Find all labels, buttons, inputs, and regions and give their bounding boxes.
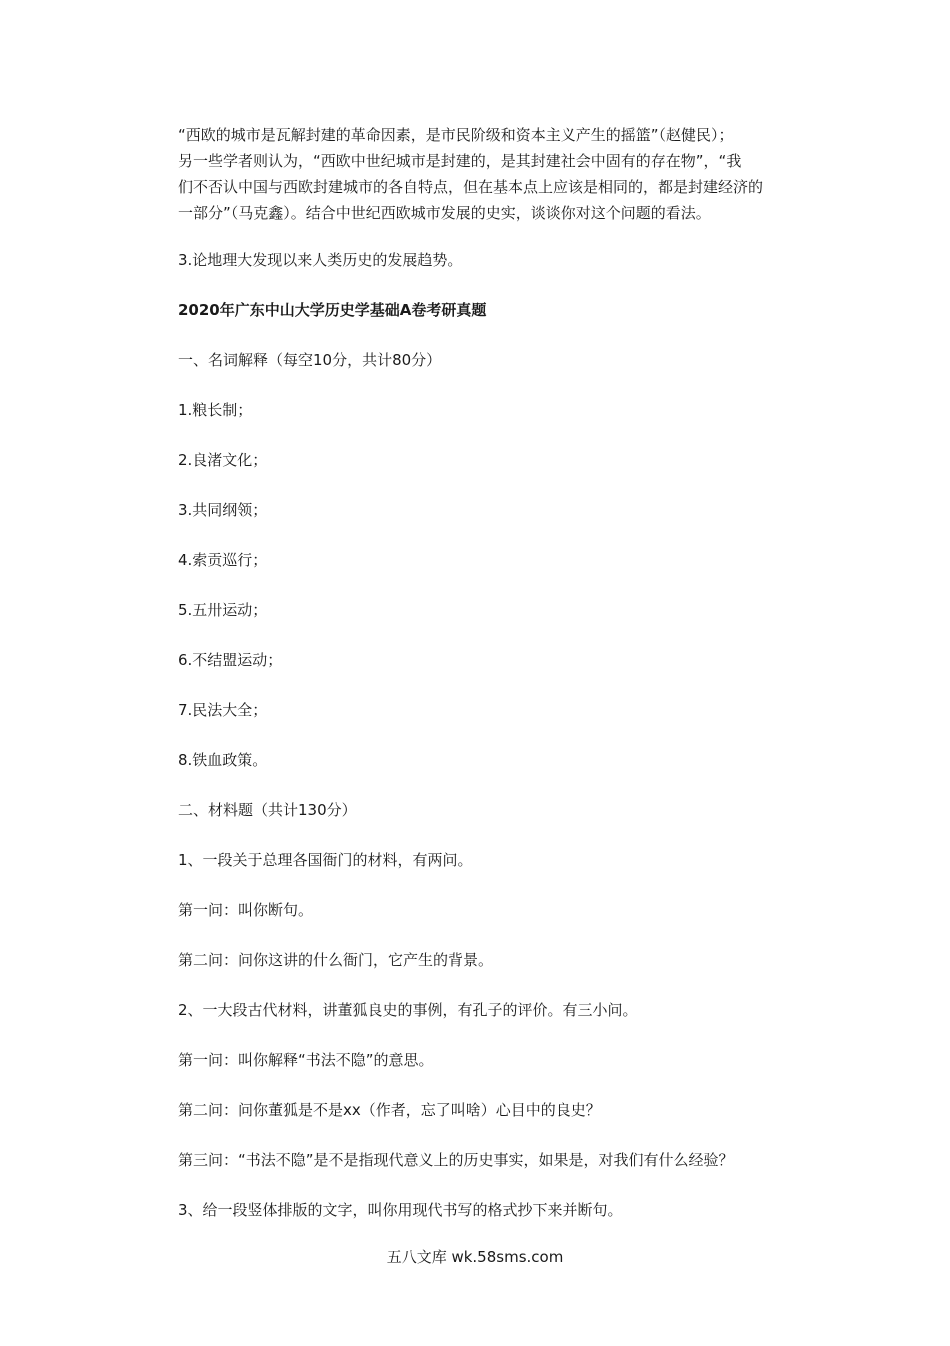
material-line: 第二问：问你董狐是不是xx（作者，忘了叫啥）心目中的良史？ bbox=[178, 1101, 601, 1119]
material-line: 第一问：叫你解释“书法不隐”的意思。 bbox=[178, 1051, 434, 1069]
section-2-heading: 二、材料题（共计130分） bbox=[178, 801, 357, 819]
material-line: 第二问：问你这讲的什么衙门，它产生的背景。 bbox=[178, 951, 494, 969]
intro-line: 们不否认中国与西欧封建城市的各自特点，但在基本点上应该是相同的，都是封建经济的 bbox=[178, 178, 764, 196]
intro-line: 一部分”（马克鑫）。结合中世纪西欧城市发展的史实，谈谈你对这个问题的看法。 bbox=[178, 204, 711, 222]
term-item: 3.共同纲领； bbox=[178, 501, 268, 519]
exam-title: 2020年广东中山大学历史学基础A卷考研真题 bbox=[178, 301, 487, 319]
intro-line: “西欧的城市是瓦解封建的革命因素，是市民阶级和资本主义产生的摇篮”（赵健民）； bbox=[178, 126, 734, 144]
previous-question-3: 3.论地理大发现以来人类历史的发展趋势。 bbox=[178, 251, 463, 269]
term-item: 4.索贡巡行； bbox=[178, 551, 268, 569]
term-item: 5.五卅运动； bbox=[178, 601, 268, 619]
intro-line: 另一些学者则认为，“西欧中世纪城市是封建的，是其封建社会中固有的存在物”，“我 bbox=[178, 152, 742, 170]
section-1-heading: 一、名词解释（每空10分，共计80分） bbox=[178, 351, 442, 369]
term-item: 8.铁血政策。 bbox=[178, 751, 268, 769]
term-item: 7.民法大全； bbox=[178, 701, 268, 719]
term-item: 6.不结盟运动； bbox=[178, 651, 283, 669]
material-line: 3、给一段竖体排版的文字，叫你用现代书写的格式抄下来并断句。 bbox=[178, 1201, 623, 1219]
material-line: 1、一段关于总理各国衙门的材料，有两问。 bbox=[178, 851, 473, 869]
material-line: 2、一大段古代材料，讲董狐良史的事例，有孔子的评价。有三小问。 bbox=[178, 1001, 638, 1019]
material-line: 第一问：叫你断句。 bbox=[178, 901, 314, 919]
term-item: 1.粮长制； bbox=[178, 401, 253, 419]
intro-paragraph bbox=[178, 122, 818, 226]
page-footer: 五八文库 wk.58sms.com bbox=[386, 1248, 564, 1266]
term-item: 2.良渚文化； bbox=[178, 451, 268, 469]
material-line: 第三问：“书法不隐”是不是指现代意义上的历史事实，如果是，对我们有什么经验？ bbox=[178, 1151, 734, 1169]
